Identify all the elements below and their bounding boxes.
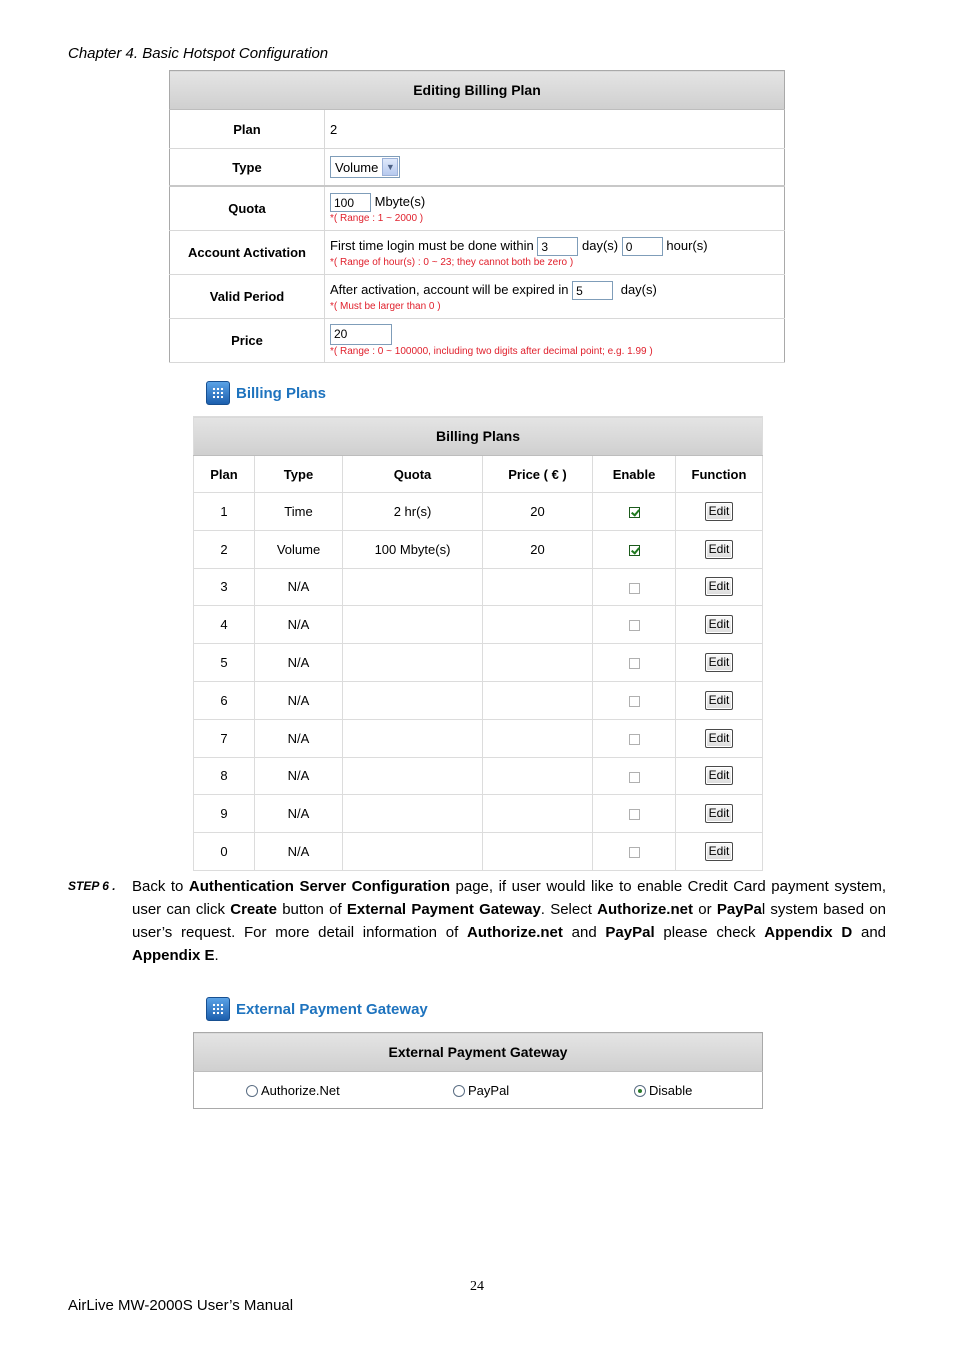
gateway-table-title: External Payment Gateway	[194, 1033, 763, 1072]
price-cell	[483, 681, 593, 719]
step-bold: Authorize.net	[597, 901, 693, 918]
table-row	[194, 606, 763, 644]
valid-days-input[interactable]: 5	[572, 281, 613, 300]
billing-plans-table	[193, 416, 763, 871]
plan-cell: 6	[194, 681, 255, 719]
type-select[interactable]	[330, 156, 400, 178]
external-payment-gateway-table	[193, 1032, 763, 1109]
activation-hint: *( Range of hour(s) : 0 ~ 23; they cannot both be zero )	[330, 257, 574, 268]
table-row	[194, 795, 763, 833]
type-cell: N/A	[255, 681, 343, 719]
activation-days-unit: day(s)	[582, 237, 619, 253]
edit-button[interactable]: Edit	[705, 804, 734, 823]
table-row	[194, 530, 763, 568]
table-row	[194, 719, 763, 757]
edit-button[interactable]: Edit	[705, 691, 734, 710]
table-row	[194, 568, 763, 606]
enable-checkbox[interactable]	[629, 696, 640, 707]
valid-hint: *( Must be larger than 0 )	[330, 301, 441, 312]
step-text: . Select	[540, 901, 598, 918]
quota-cell	[343, 568, 483, 606]
step-bold: PayPal	[605, 924, 655, 941]
quota-cell	[343, 681, 483, 719]
enable-checkbox[interactable]	[629, 734, 640, 745]
plan-cell: 0	[194, 833, 255, 871]
enable-checkbox[interactable]	[629, 620, 640, 631]
type-cell: N/A	[255, 719, 343, 757]
step-bold: Authorize.net	[467, 924, 563, 941]
table-row	[194, 757, 763, 795]
plan-cell: 9	[194, 795, 255, 833]
type-select-value: Volume	[335, 159, 379, 175]
quota-cell: 2 hr(s)	[343, 493, 483, 531]
quota-label: Quota	[170, 186, 325, 231]
edit-button[interactable]: Edit	[705, 842, 734, 861]
column-header-quota: Quota	[343, 456, 483, 493]
plan-cell: 7	[194, 719, 255, 757]
table-row	[194, 833, 763, 871]
external-payment-gateway-heading-label: External Payment Gateway	[236, 1000, 428, 1018]
column-header-plan: Plan	[194, 456, 255, 493]
valid-days-unit: day(s)	[620, 281, 657, 297]
price-hint: *( Range : 0 ~ 100000, including two digits after decimal point; e.g. 1.99 )	[330, 346, 653, 357]
authorize-net-label: Authorize.Net	[261, 1082, 340, 1098]
activation-hours-unit: hour(s)	[666, 237, 708, 253]
chapter-title: Chapter 4. Basic Hotspot Configuration	[68, 45, 329, 62]
edit-button[interactable]: Edit	[705, 729, 734, 748]
billing-plans-table-title: Billing Plans	[194, 417, 763, 456]
external-payment-gateway-heading	[206, 997, 428, 1021]
quota-cell	[343, 719, 483, 757]
table-row	[194, 493, 763, 531]
table-row	[194, 681, 763, 719]
price-cell	[483, 644, 593, 682]
editing-table-title: Editing Billing Plan	[170, 71, 785, 110]
column-header-price: Price ( € )	[483, 456, 593, 493]
grid-icon	[206, 381, 230, 405]
gateway-option[interactable]	[582, 1072, 763, 1109]
price-cell	[483, 719, 593, 757]
step-text: l system based on user’s request. For more detail information of	[132, 901, 886, 941]
plan-value: 2	[325, 110, 785, 149]
enable-checkbox[interactable]	[629, 658, 640, 669]
quota-cell	[343, 757, 483, 795]
price-cell: 20	[483, 530, 593, 568]
grid-icon	[206, 997, 230, 1021]
enable-checkbox[interactable]	[629, 583, 640, 594]
price-cell	[483, 568, 593, 606]
quota-cell	[343, 644, 483, 682]
editing-billing-plan-table	[169, 70, 785, 363]
type-cell: N/A	[255, 606, 343, 644]
type-cell: N/A	[255, 757, 343, 795]
activation-text: First time login must be done within	[330, 237, 534, 253]
type-cell: Time	[255, 493, 343, 531]
plan-cell: 1	[194, 493, 255, 531]
quota-hint: *( Range : 1 ~ 2000 )	[330, 213, 424, 224]
edit-button[interactable]: Edit	[705, 577, 734, 596]
step-text: please check	[654, 924, 765, 941]
step-bold: Appendix D	[764, 924, 853, 941]
quota-cell	[343, 795, 483, 833]
step-label: STEP 6 .	[68, 879, 116, 893]
table-row	[194, 644, 763, 682]
plan-cell: 5	[194, 644, 255, 682]
step-text: and	[852, 924, 886, 941]
edit-button[interactable]: Edit	[705, 502, 734, 521]
quota-input[interactable]: 100	[330, 193, 371, 212]
disable-label: Disable	[649, 1082, 693, 1098]
type-cell: N/A	[255, 795, 343, 833]
column-header-enable: Enable	[593, 456, 676, 493]
plan-cell: 8	[194, 757, 255, 795]
enable-checkbox[interactable]	[629, 507, 640, 518]
price-cell	[483, 833, 593, 871]
type-cell: N/A	[255, 833, 343, 871]
activation-days-input[interactable]: 3	[537, 237, 578, 256]
column-header-type: Type	[255, 456, 343, 493]
step-text: and	[562, 924, 606, 941]
step-bold: Appendix E	[132, 947, 215, 964]
quota-unit: Mbyte(s)	[374, 193, 426, 209]
price-cell	[483, 795, 593, 833]
plan-cell: 2	[194, 530, 255, 568]
paypal-radio[interactable]	[453, 1085, 465, 1097]
step-bold: Create	[230, 901, 277, 918]
step-text: page, if user would like to enable Credit Card payment system, user can click	[132, 878, 886, 918]
valid-text: After activation, account will be expired in	[330, 281, 569, 297]
step-bold: External Payment Gateway	[346, 901, 541, 918]
quota-cell	[343, 606, 483, 644]
step-paragraph	[132, 875, 886, 967]
disable-radio[interactable]	[634, 1085, 646, 1097]
enable-checkbox[interactable]	[629, 809, 640, 820]
activation-hours-input[interactable]: 0	[622, 237, 663, 256]
price-cell	[483, 606, 593, 644]
authorize-net-radio[interactable]	[246, 1085, 258, 1097]
enable-checkbox[interactable]	[629, 772, 640, 783]
plan-cell: 4	[194, 606, 255, 644]
price-cell	[483, 757, 593, 795]
billing-plans-heading-label: Billing Plans	[236, 384, 327, 402]
valid-period-label: Valid Period	[170, 275, 325, 319]
account-activation-label: Account Activation	[170, 231, 325, 275]
price-input[interactable]: 20	[330, 324, 392, 345]
type-cell: N/A	[255, 568, 343, 606]
column-header-function: Function	[676, 456, 763, 493]
quota-cell: 100 Mbyte(s)	[343, 530, 483, 568]
step-bold: Authentication Server Configuration	[188, 878, 450, 895]
type-label: Type	[170, 149, 325, 187]
gateway-option[interactable]	[194, 1072, 398, 1109]
type-cell: N/A	[255, 644, 343, 682]
plan-cell: 3	[194, 568, 255, 606]
quota-cell	[343, 833, 483, 871]
enable-checkbox[interactable]	[629, 847, 640, 858]
edit-button[interactable]: Edit	[705, 540, 734, 559]
edit-button[interactable]: Edit	[705, 766, 734, 785]
edit-button[interactable]: Edit	[705, 615, 734, 634]
billing-plans-heading	[206, 381, 326, 405]
page-number: 24	[470, 1279, 484, 1294]
plan-label: Plan	[170, 110, 325, 149]
chevron-down-icon[interactable]: ▼	[382, 158, 398, 176]
paypal-label: PayPal	[468, 1082, 510, 1098]
gateway-option[interactable]	[397, 1072, 582, 1109]
price-cell: 20	[483, 493, 593, 531]
enable-checkbox[interactable]	[629, 545, 640, 556]
price-label: Price	[170, 319, 325, 363]
step-text: .	[214, 947, 219, 964]
step-text: Back to	[132, 878, 189, 895]
footer-manual-title: AirLive MW-2000S User’s Manual	[68, 1297, 294, 1314]
step-text: or	[692, 901, 717, 918]
edit-button[interactable]: Edit	[705, 653, 734, 672]
step-bold: PayPa	[716, 901, 762, 918]
step-text: button of	[276, 901, 347, 918]
type-cell: Volume	[255, 530, 343, 568]
